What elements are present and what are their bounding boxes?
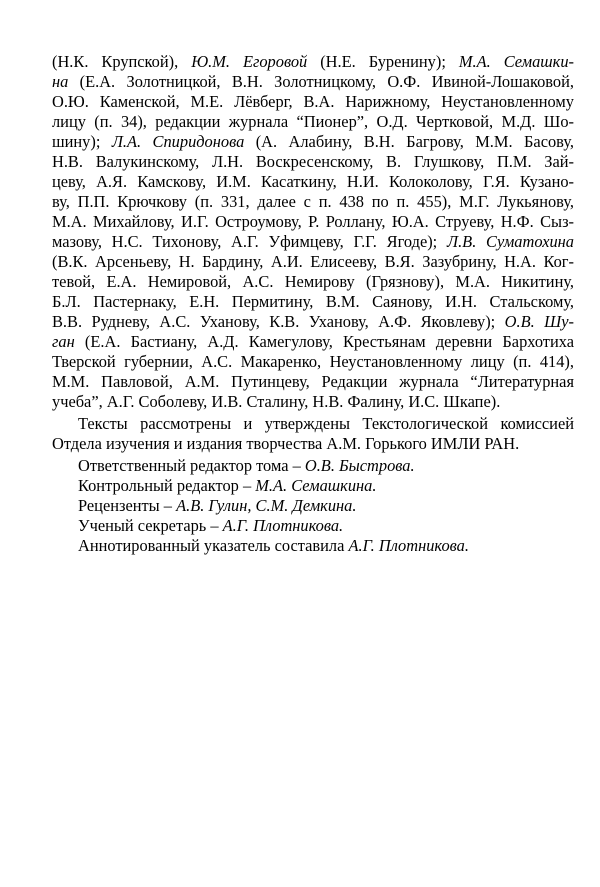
scientific-secretary-line: Ученый секретарь – А.Г. Плотникова.: [78, 516, 344, 535]
text-line: тевой, Е.А. Немировой, А.С. Немирову (Грязнову), М.А. Никитину,: [52, 272, 574, 291]
responsible-editor-line: Ответственный редактор тома – О.В. Быстрова.: [78, 456, 415, 475]
text-line: ган (Е.А. Бастиану, А.Д. Камегулову, Крестьянам деревни Бархотиха: [52, 332, 574, 351]
text-line: Тверской губернии, А.С. Макаренко, Неустановленному лицу (п. 414),: [52, 352, 574, 371]
text-line: шину); Л.А. Спиридонова (А. Алабину, В.Н. Багрову, М.М. Басову,: [52, 132, 574, 151]
text-line: мазову, Н.С. Тихонову, А.Г. Уфимцеву, Г.Г. Ягоде); Л.В. Суматохина: [52, 232, 574, 251]
text-line: ву, П.П. Крючкову (п. 331, далее с п. 438 по п. 455), М.Г. Лукьянову,: [52, 192, 574, 211]
text-line: (В.К. Арсеньеву, Н. Бардину, А.И. Елисееву, В.Я. Зазубрину, Н.А. Ког-: [52, 252, 574, 271]
text-line: О.Ю. Каменской, М.Е. Лёвберг, В.А. Нарижному, Неустановленному: [52, 92, 574, 111]
text-line: учеба”, А.Г. Соболеву, И.В. Сталину, Н.В. Фалину, И.С. Шкапе).: [52, 392, 501, 411]
text-line: на (Е.А. Золотницкой, В.Н. Золотницкому, О.Ф. Ивиной-Лошаковой,: [52, 72, 574, 91]
reviewers-line: Рецензенты – А.В. Гулин, С.М. Демкина.: [78, 496, 357, 515]
text-line: лицу (п. 34), редакции журнала “Пионер”, О.Д. Чертковой, М.Д. Шо-: [52, 112, 574, 131]
text-line: В.В. Рудневу, А.С. Уханову, К.В. Уханову, А.Ф. Яковлеву); О.В. Шу-: [52, 312, 574, 331]
approval-line: Тексты рассмотрены и утверждены Текстологической комиссией: [78, 414, 574, 433]
text-line: М.А. Михайлову, И.Г. Остроумову, Р. Роллану, Ю.А. Струеву, Н.Ф. Сыз-: [52, 212, 574, 231]
text-line: цеву, А.Я. Камскову, И.М. Касаткину, Н.И. Колоколову, Г.Я. Кузано-: [52, 172, 574, 191]
approval-line: Отдела изучения и издания творчества А.М. Горького ИМЛИ РАН.: [52, 434, 520, 453]
text-line: Н.В. Валукинскому, Л.Н. Воскресенскому, В. Глушкову, П.М. Зай-: [52, 152, 574, 171]
text-line: (Н.К. Крупской), Ю.М. Егоровой (Н.Е. Буренину); М.А. Семашки-: [52, 52, 574, 71]
text-line: Б.Л. Пастернаку, Е.Н. Пермитину, В.М. Саянову, И.Н. Стальскому,: [52, 292, 574, 311]
index-compiler-line: Аннотированный указатель составила А.Г. Плотникова.: [78, 536, 469, 555]
text-line: М.М. Павловой, А.М. Путинцеву, Редакции журнала “Литературная: [52, 372, 574, 391]
control-editor-line: Контрольный редактор – М.А. Семашкина.: [78, 476, 377, 495]
